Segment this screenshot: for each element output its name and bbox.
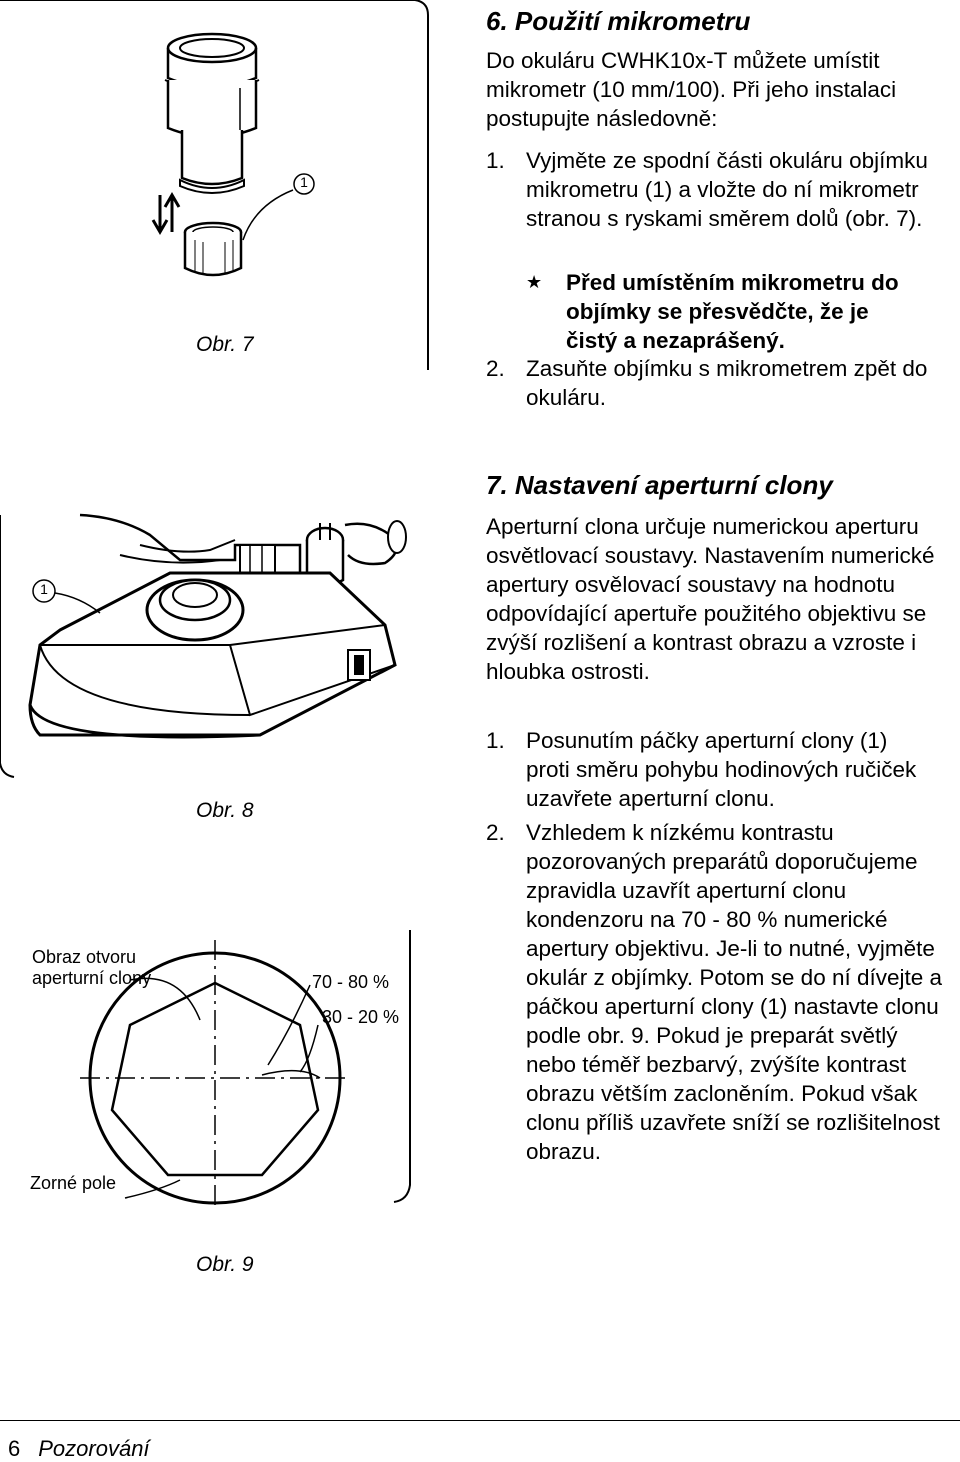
- label-field-of-view: Zorné pole: [30, 1173, 117, 1193]
- figure-7: [0, 0, 430, 370]
- label-30-20: 30 - 20 %: [322, 1007, 400, 1027]
- star-icon: ★: [526, 272, 543, 292]
- label-aperture-image: Obraz otvoru aperturní clony: [32, 947, 152, 988]
- page-footer: [8, 1436, 150, 1462]
- footer-rule: [0, 1420, 960, 1421]
- section-6-heading: 6. Použití mikrometru: [486, 6, 751, 36]
- section-6-step-1: [486, 146, 956, 262]
- figure-9: [0, 920, 420, 1290]
- step-text: Vyjměte ze spodní části okuláru objímku mikrometru (1) a vložte do ní mikrometr stranou s ryskami směrem dolů (obr. 7).: [526, 148, 928, 231]
- step-number: 1.: [486, 728, 505, 753]
- page-number: 6: [8, 1436, 21, 1461]
- microscope-base-drawing: [0, 505, 420, 795]
- section-7-step-2: [486, 818, 956, 1198]
- step-number: 2.: [486, 820, 505, 845]
- section-6-note: [526, 268, 946, 358]
- fig8-caption: Obr. 8: [196, 799, 254, 822]
- section-7-heading: 7. Nastavení aperturní clony: [486, 470, 833, 500]
- step-text: Vzhledem k nízkému kontrastu pozorovaných preparátů doporučujeme zpravidla uzavřít aperturní clonu kondenzoru na 70 - 80 % numerické apertury objektivu. Je-li to nutné, vyjměte okulár z objímky. Potom se do ní dívejte a páčkou aperturní clony (1) nastavte clonu podle obr. 9. Pokud je preparát světlý nebo téměř bezbarvý, zvýšíte kontrast obrazu větším zacloněním. Pokud však clonu příliš uzavřete sníží se rozlišitelnost obrazu.: [526, 820, 943, 1164]
- step-number: 1.: [486, 148, 505, 173]
- section-7-step-1: [486, 726, 956, 816]
- step-text: Posunutím páčky aperturní clony (1) proti směru pohybu hodinových ručiček uzavřete aperturní clonu.: [526, 728, 917, 811]
- fig7-caption: Obr. 7: [196, 333, 254, 356]
- step-text: Zasuňte objímku s mikrometrem zpět do okuláru.: [526, 356, 928, 410]
- section-6-step-2: [486, 354, 956, 414]
- fig7-callout-number: 1: [300, 174, 308, 190]
- section-7-intro: Aperturní clona určuje numerickou aperturu osvětlovací soustavy. Nastavením numerické apertury osvělovací soustavy na hodnotu odpovídající apertuře použitého objektivu se zvýší rozlišení a kontrast obrazu a vzroste i hloubka ostrosti.: [486, 514, 935, 684]
- label-70-80: 70 - 80 %: [312, 972, 390, 992]
- note-text: Před umístěním mikrometru do objímky se přesvědčte, že je čistý a nezaprášený.: [566, 270, 899, 353]
- fig8-callout-number: 1: [40, 581, 48, 597]
- step-number: 2.: [486, 356, 505, 381]
- fig9-caption: Obr. 9: [196, 1253, 254, 1276]
- section-6-intro: Do okuláru CWHK10x-T můžete umístit mikrometr (10 mm/100). Při jeho instalaci postupujte následovně:: [486, 48, 897, 131]
- eyepiece-drawing: [0, 0, 430, 370]
- figure-8: [0, 505, 420, 830]
- footer-section-name: Pozorování: [38, 1436, 150, 1461]
